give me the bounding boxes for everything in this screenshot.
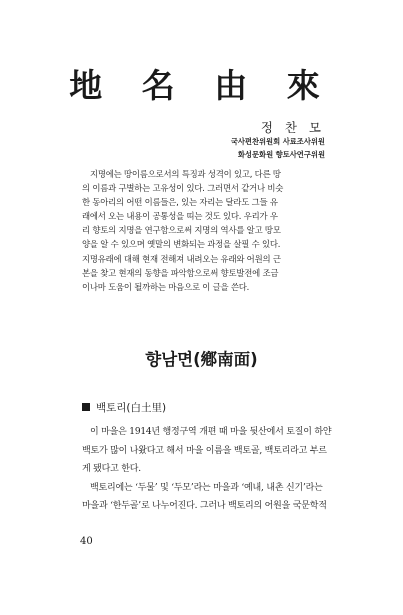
intro-line: 리 향토의 지명을 연구함으로써 지명의 역사를 알고 땅모 xyxy=(82,225,281,236)
body-line: 백토가 많이 나왔다고 해서 마을 이름을 백토골, 백토리라고 부르 xyxy=(82,445,327,456)
subsection-heading xyxy=(82,400,166,415)
intro-line: 지명유래에 대해 현재 전해져 내려오는 유래와 어원의 근 xyxy=(82,253,281,264)
section-heading: 향남면(鄕南面) xyxy=(145,350,258,369)
intro-line: 한 동아리의 어떤 이름들은, 있는 자리는 달라도 그들 유 xyxy=(82,197,278,208)
page-number: 40 xyxy=(80,536,93,547)
body-line: 마을과 ‘한두골’로 나누어진다. 그러나 백토리의 어원을 국문학적 xyxy=(82,501,327,511)
body-paragraph xyxy=(82,423,337,516)
author-affiliation: 국사편찬위원회 사료조사위원 xyxy=(230,137,325,146)
intro-line: 의 이름과 구별하는 고유성이 있다. 그러면서 같거나 비슷 xyxy=(82,183,284,194)
page-title: 地 名 由 來 xyxy=(69,66,334,105)
intro-line: 이나마 도움이 될까하는 마음으로 이 글을 쓴다. xyxy=(82,281,250,292)
intro-line: 양을 알 수 있으며 옛말의 변화되는 과정을 살필 수 있다. xyxy=(82,239,281,250)
body-line: 백토리에는 ‘두물’ 및 ‘두모’라는 마을과 ‘예내, 내촌 신기’라는 xyxy=(90,482,323,493)
intro-line: 래에서 오는 내용이 공통성을 띠는 것도 있다. 우리가 우 xyxy=(82,211,278,222)
intro-line: 지명에는 땅이름으로서의 특징과 성격이 있고, 다른 땅 xyxy=(90,169,281,179)
author-affiliation: 화성문화원 향토사연구위원 xyxy=(237,150,325,159)
intro-paragraph xyxy=(82,167,332,294)
square-bullet-icon xyxy=(82,403,90,411)
subsection-heading-text: 백토리(白土里) xyxy=(96,402,167,414)
body-line: 게 됐다고 한다. xyxy=(82,464,141,474)
intro-line: 본을 찾고 현재의 동향을 파악함으로써 향토발전에 조금 xyxy=(82,267,279,278)
body-line: 이 마을은 1914년 행정구역 개편 때 마을 뒷산에서 토질이 하얀 xyxy=(90,427,332,437)
author-name: 정 찬 모 xyxy=(260,120,325,135)
